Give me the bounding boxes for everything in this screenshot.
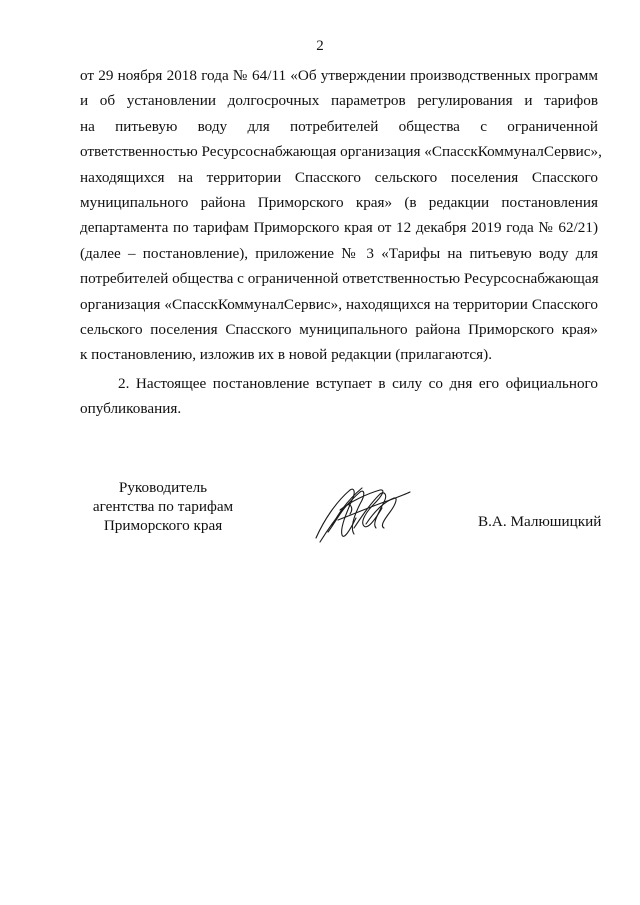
- paragraph-2: [80, 371, 598, 422]
- paragraph-line: 2. Настоящее постановление вступает в силу со дня его официального: [118, 375, 598, 392]
- paragraph-1: [80, 63, 602, 368]
- paragraph-line: к постановлению, изложив их в новой редакции (прилагаются).: [80, 346, 492, 364]
- paragraph-line: сельского поселения Спасского муниципального района Приморского края»: [80, 321, 598, 339]
- page-number: 2: [316, 38, 324, 54]
- paragraph-line: потребителей общества с ограниченной ответственностью Ресурсоснабжающая: [80, 270, 599, 288]
- paragraph-line: от 29 ноября 2018 года № 64/11 «Об утверждении производственных программ: [80, 67, 598, 84]
- paragraph-line: находящихся на территории Спасского сельского поселения Спасского: [80, 168, 598, 186]
- signer-title: [78, 478, 248, 535]
- paragraph-line: ответственностью Ресурсоснабжающая организация «СпасскКоммуналСервис»,: [80, 143, 602, 161]
- signer-name: В.А. Малюшицкий: [478, 513, 602, 530]
- paragraph-line: (далее – постановление), приложение № 3 «Тарифы на питьевую воду для: [80, 244, 598, 262]
- paragraph-line: на питьевую воду для потребителей общества с ограниченной: [80, 117, 598, 135]
- paragraph-line: муниципального района Приморского края» (в редакции постановления: [80, 194, 598, 212]
- signer-title-line: Приморского края: [103, 517, 223, 534]
- signer-title-line: агентства по тарифам: [92, 498, 234, 515]
- paragraph-line: департамента по тарифам Приморского края от 12 декабря 2019 года № 62/21): [80, 219, 598, 237]
- signer-title-line: Руководитель: [118, 479, 208, 496]
- paragraph-line: и об установлении долгосрочных параметров регулирования и тарифов: [80, 92, 598, 110]
- paragraph-line: опубликования.: [80, 400, 182, 418]
- paragraph-line: организация «СпасскКоммуналСервис», находящихся на территории Спасского: [80, 295, 598, 313]
- handwritten-signature: [310, 480, 415, 550]
